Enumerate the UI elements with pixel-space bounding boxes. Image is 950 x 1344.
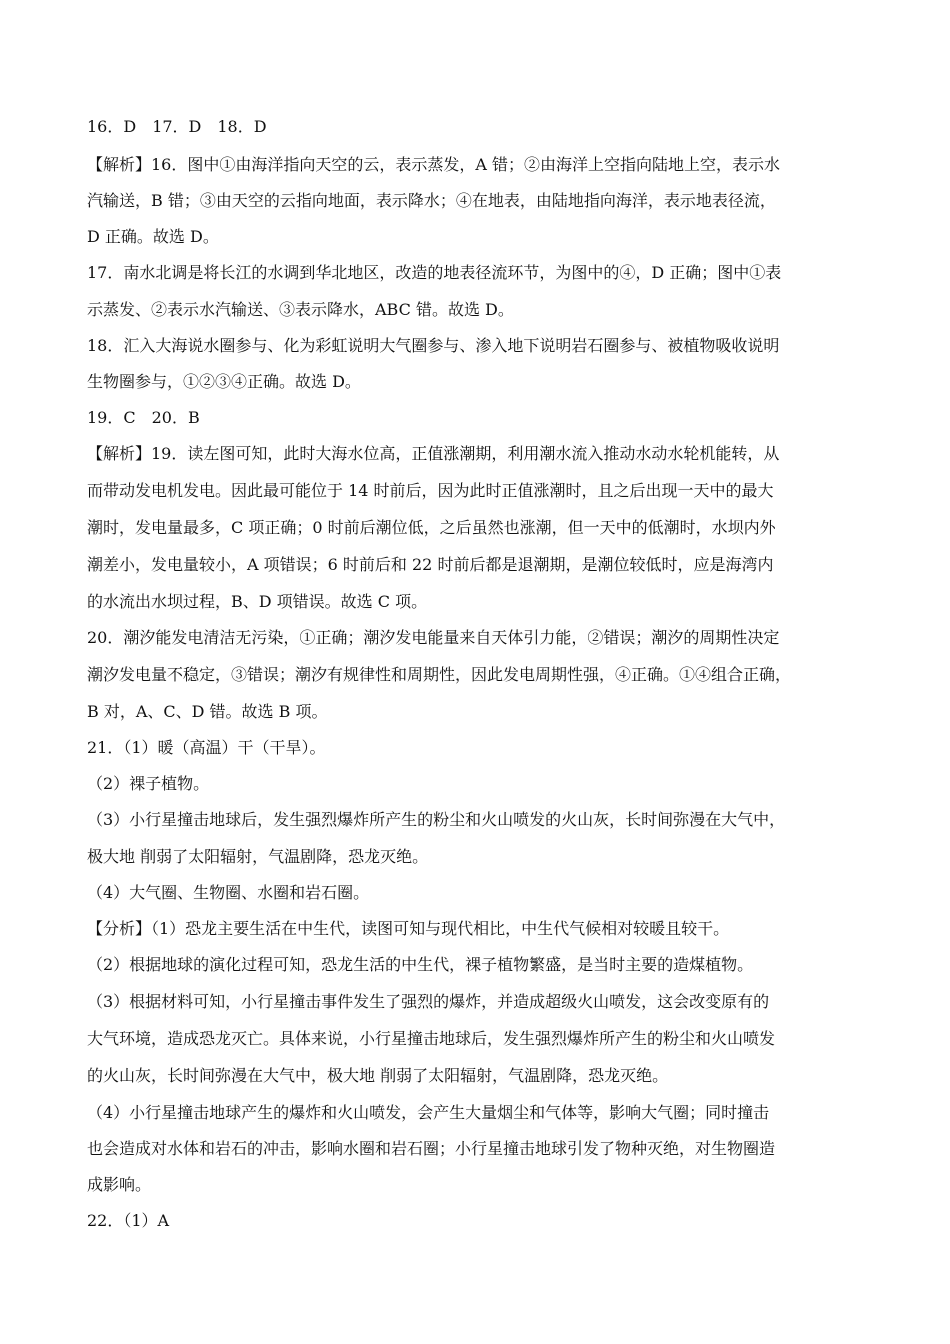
explanation-16-line-1: 【解析】16．图中①由海洋指向天空的云，表示蒸发，A 错；②由海洋上空指向陆地上空，表示水 <box>87 155 781 174</box>
explanation-18-line-2: 生物圈参与，①②③④正确。故选 D。 <box>87 372 361 391</box>
explanation-17-line-1: 17．南水北调是将长江的水调到华北地区，改造的地表径流环节，为图中的④，D 正确；图中①表 <box>87 263 782 282</box>
explanation-19-line-2: 而带动发电机发电。因此最可能位于 14 时前后，因为此时正值涨潮时，且之后出现一天中的最大 <box>87 481 774 500</box>
analysis-21-part-2: （2）根据地球的演化过程可知，恐龙生活的中生代，裸子植物繁盛，是当时主要的造煤植物。 <box>87 955 754 974</box>
analysis-21-part-3-line-1: （3）根据材料可知，小行星撞击事件发生了强烈的爆炸，并造成超级火山喷发，这会改变原有的 <box>87 992 770 1011</box>
answer-21-part-3-line-2: 极大地 削弱了太阳辐射，气温剧降，恐龙灭绝。 <box>87 847 429 866</box>
explanation-16-line-2: 汽输送，B 错；③由天空的云指向地面，表示降水；④在地表，由陆地指向海洋，表示地表径流， <box>87 191 776 210</box>
analysis-21-part-4-line-2: 也会造成对水体和岩石的冲击，影响水圈和岩石圈；小行星撞击地球引发了物种灭绝，对生物圈造 <box>87 1139 776 1158</box>
answer-21-part-2: （2）裸子植物。 <box>87 774 210 793</box>
explanation-20-line-1: 20．潮汐能发电清洁无污染，①正确；潮汐发电能量来自天体引力能，②错误；潮汐的周期性决定 <box>87 628 780 647</box>
answer-21-part-1: 21．（1）暖（高温）干（干旱）。 <box>87 738 326 757</box>
explanation-20-line-3: B 对，A、C、D 错。故选 B 项。 <box>87 702 328 721</box>
explanation-20-line-2: 潮汐发电量不稳定，③错误；潮汐有规律性和周期性，因此发电周期性强，④正确。①④组合正确， <box>87 665 792 684</box>
explanation-19-line-5: 的水流出水坝过程，B、D 项错误。故选 C 项。 <box>87 592 428 611</box>
answer-line-19-20: 19．C 20．B <box>87 408 200 427</box>
analysis-21-part-4-line-3: 成影响。 <box>87 1175 152 1194</box>
explanation-18-line-1: 18．汇入大海说水圈参与、化为彩虹说明大气圈参与、渗入地下说明岩石圈参与、被植物吸收说明 <box>87 336 780 355</box>
explanation-19-line-1: 【解析】19．读左图可知，此时大海水位高，正值涨潮期，利用潮水流入推动水动水轮机能转，从 <box>87 444 780 463</box>
explanation-19-line-4: 潮差小，发电量较小，A 项错误；6 时前后和 22 时前后都是退潮期，是潮位较低时，应是海湾内 <box>87 555 774 574</box>
explanation-19-line-3: 潮时，发电量最多，C 项正确；0 时前后潮位低，之后虽然也涨潮，但一天中的低潮时，水坝内外 <box>87 518 776 537</box>
answer-21-part-3-line-1: （3）小行星撞击地球后，发生强烈爆炸所产生的粉尘和火山喷发的火山灰，长时间弥漫在大气中， <box>87 810 786 829</box>
analysis-21-part-3-line-2: 大气环境，造成恐龙灭亡。具体来说，小行星撞击地球后，发生强烈爆炸所产生的粉尘和火山喷发 <box>87 1029 776 1048</box>
analysis-21-part-1: 【分析】（1）恐龙主要生活在中生代，读图可知与现代相比，中生代气候相对较暖且较干。 <box>87 919 730 938</box>
analysis-21-part-4-line-1: （4）小行星撞击地球产生的爆炸和火山喷发，会产生大量烟尘和气体等，影响大气圈；同时撞击 <box>87 1103 770 1122</box>
answer-22-part-1: 22．（1）A <box>87 1211 170 1230</box>
analysis-21-part-3-line-3: 的火山灰，长时间弥漫在大气中，极大地 削弱了太阳辐射，气温剧降，恐龙灭绝。 <box>87 1066 669 1085</box>
answer-line-16-18: 16．D 17．D 18．D <box>87 117 267 136</box>
explanation-17-line-2: 示蒸发、②表示水汽输送、③表示降水，ABC 错。故选 D。 <box>87 300 514 319</box>
answer-21-part-4: （4）大气圈、生物圈、水圈和岩石圈。 <box>87 883 370 902</box>
explanation-16-line-3: D 正确。故选 D。 <box>87 227 219 246</box>
